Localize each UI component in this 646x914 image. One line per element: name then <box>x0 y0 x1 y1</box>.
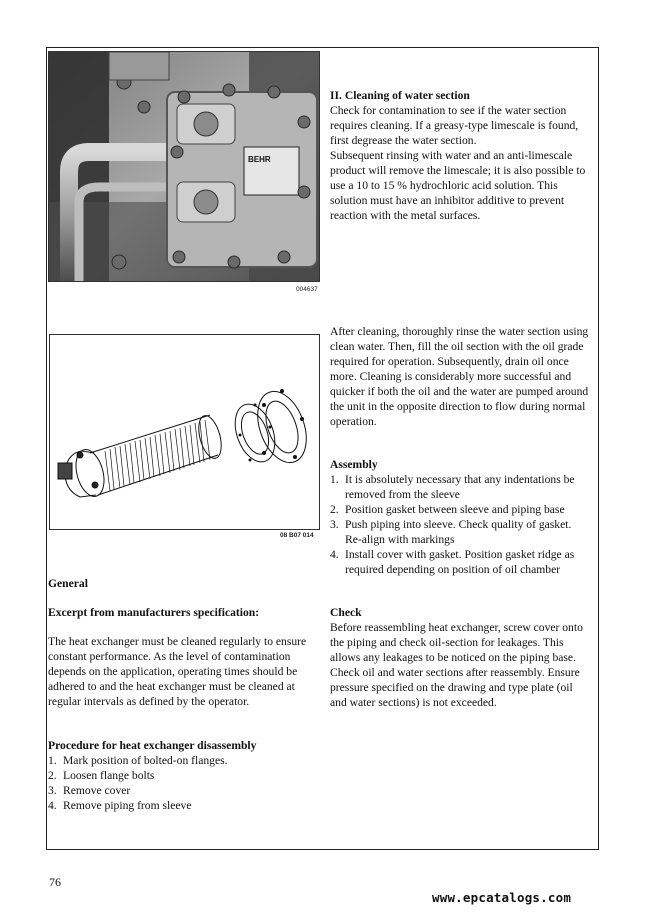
water-section-line: first degrease the water section. <box>330 134 477 147</box>
general-line: adhered to and the heat exchanger must be cleaned at <box>48 680 295 693</box>
general-line: constant performance. As the level of contamination <box>48 650 291 663</box>
list-item: 3. Push piping into sleeve. Check quality of gasket. Re-align with markings <box>330 518 572 546</box>
check-line: and water sections) is not exceeded. <box>330 696 497 709</box>
general-line: regular intervals as defined by the operator. <box>48 695 250 708</box>
after-cleaning-line: quicker if both the oil and the water are pumped around <box>330 385 589 398</box>
general-subheading: Excerpt from manufacturers specification: <box>48 606 260 619</box>
check-line: Before reassembling heat exchanger, screw cover onto <box>330 621 583 634</box>
general-heading: General <box>48 577 88 590</box>
water-section-line: solution must have an inhibitor additive to prevent <box>330 194 565 207</box>
list-item: 2. Position gasket between sleeve and piping base <box>330 503 565 516</box>
list-item: 4. Remove piping from sleeve <box>48 799 192 812</box>
check-heading: Check <box>330 606 362 619</box>
water-section-line: use a 10 to 15 % hydrochloric acid solution. This <box>330 179 558 192</box>
disassembly-list <box>48 753 320 813</box>
water-section-block <box>330 88 598 223</box>
watermark-link[interactable]: www.epcatalogs.com <box>432 890 572 905</box>
water-section-line: product will remove the limescale; it is also possible to <box>330 164 586 177</box>
check-line: allows any leakages to be noticed on the piping base. <box>330 651 576 664</box>
water-section-heading: II. Cleaning of water section <box>330 89 470 102</box>
check-line: Check oil and water sections after reassembly. Ensure <box>330 666 580 679</box>
after-cleaning-line: the unit in the opposite direction to flow during normal <box>330 400 586 413</box>
water-section-line: Check for contamination to see if the water section <box>330 104 567 117</box>
general-line: The heat exchanger must be cleaned regularly to ensure <box>48 635 307 648</box>
after-cleaning-line: clean water. Then, fill the oil section with the oil grade <box>330 340 584 353</box>
photo-illustration <box>49 52 320 282</box>
photo-caption: 004637 <box>296 286 318 293</box>
after-cleaning-line: more. Cleaning is considerably more successful and <box>330 370 572 383</box>
general-line: depends on the application, operating times should be <box>48 665 298 678</box>
behr-plate-text: BEHR <box>248 155 271 164</box>
exploded-view-drawing <box>50 335 319 529</box>
after-cleaning-line: operation. <box>330 415 377 428</box>
assembly-heading: Assembly <box>330 458 378 471</box>
list-item: 2. Loosen flange bolts <box>48 769 155 782</box>
after-cleaning-block <box>330 324 598 429</box>
disassembly-heading: Procedure for heat exchanger disassembly <box>48 739 257 752</box>
water-section-line: reaction with the metal surfaces. <box>330 209 481 222</box>
after-cleaning-line: After cleaning, thoroughly rinse the water section using <box>330 325 589 338</box>
disassembly-block <box>48 738 320 813</box>
heat-exchanger-photo <box>48 51 320 282</box>
general-block <box>48 576 320 709</box>
assembly-list <box>330 472 598 577</box>
list-item: 1. It is absolutely necessary that any indentations be removed from the sleeve <box>330 473 575 501</box>
list-item: 4. Install cover with gasket. Position gasket ridge as required depending on position of oil chamber <box>330 548 575 576</box>
check-line: pressure specified on the drawing and type plate (oil <box>330 681 573 694</box>
water-section-line: Subsequent rinsing with water and an anti-limescale <box>330 149 573 162</box>
after-cleaning-line: required for operation. Subsequently, drain oil once <box>330 355 569 368</box>
heat-exchanger-drawing <box>49 334 320 530</box>
list-item: 3. Remove cover <box>48 784 131 797</box>
assembly-block <box>330 457 598 577</box>
page-number: 76 <box>49 875 61 889</box>
list-item: 1. Mark position of bolted-on flanges. <box>48 754 228 767</box>
drawing-caption: 08 B07 014 <box>280 532 314 539</box>
water-section-line: requires cleaning. If a greasy-type limescale is found, <box>330 119 579 132</box>
check-block <box>330 605 598 710</box>
check-line: the piping and check oil-section for leakages. This <box>330 636 564 649</box>
